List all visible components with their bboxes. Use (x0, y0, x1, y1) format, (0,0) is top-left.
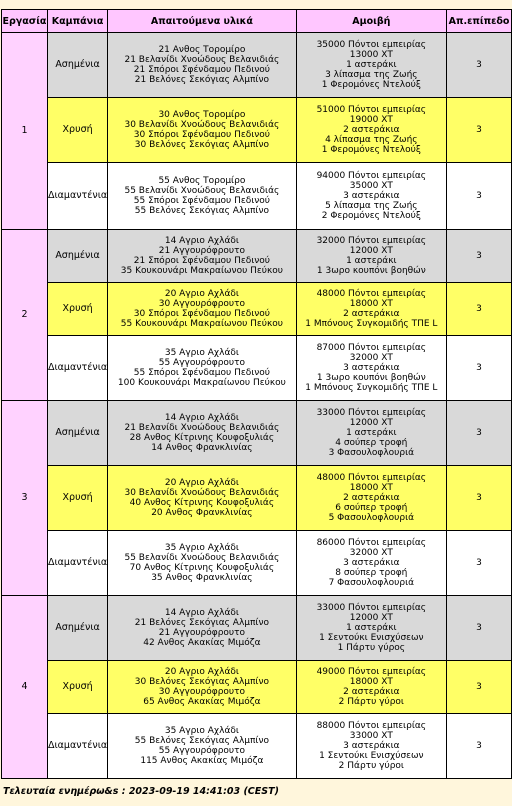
material-line: 65 Ανθος Ακακίας Μιμόζα (143, 697, 261, 707)
materials-cell (108, 531, 295, 595)
material-line: 21 Ανθος Τορομίρο (158, 45, 246, 55)
header-materials: Απαιτούμενα υλικά (108, 10, 295, 32)
task-number: 1 (2, 33, 47, 229)
reward-line: 2 αστεράκια (343, 125, 400, 135)
level-cell: 3 (447, 163, 511, 229)
material-line: 30 Σπόροι Σφένδαμου Πεδινού (133, 130, 270, 140)
materials-cell (108, 98, 295, 162)
campaign-cell: Διαμαντένια (48, 531, 107, 595)
task-number: 4 (2, 596, 47, 778)
reward-line: 32000 ΧΤ (349, 548, 393, 558)
materials-cell (108, 714, 295, 778)
reward-line: 1 Φερομόνες Ντελούξ (321, 145, 421, 155)
reward-line: 2 αστεράκια (343, 309, 400, 319)
materials-cell (108, 163, 295, 229)
material-line: 30 Αγγουρόφρουτο (158, 299, 246, 309)
materials-cell (108, 283, 295, 335)
reward-line: 18000 ΧΤ (349, 677, 393, 687)
material-line: 35 Ανθος Φρανκλινίας (151, 573, 253, 583)
reward-line: 4 σούπερ τροφή (335, 438, 408, 448)
reward-line: 1 Πάρτυ γύρος (337, 643, 406, 653)
material-line: 115 Ανθος Ακακίας Μιμόζα (140, 756, 264, 766)
table-row (2, 336, 511, 400)
task-number: 3 (2, 401, 47, 595)
material-line: 21 Αγγουρόφρουτο (158, 628, 246, 638)
task-number: 2 (2, 230, 47, 400)
level-cell: 3 (447, 336, 511, 400)
table-row (2, 230, 511, 282)
reward-line: 1 3ωρο κουπόνι βοηθών (316, 266, 426, 276)
reward-line: 13000 ΧΤ (349, 50, 393, 60)
reward-line: 87000 Πόντοι εμπειρίας (316, 343, 427, 353)
reward-line: 49000 Πόντοι εμπειρίας (316, 667, 427, 677)
campaign-cell: Διαμαντένια (48, 714, 107, 778)
header-task: Εργασία (2, 10, 47, 32)
reward-line: 1 Σεντούκι Ενισχύσεων (319, 633, 424, 643)
reward-cell (297, 596, 446, 660)
material-line: 35 Αγριο Αχλάδι (164, 726, 239, 736)
material-line: 20 Αγριο Αχλάδι (164, 667, 239, 677)
reward-line: 12000 ΧΤ (349, 613, 393, 623)
reward-line: 3 αστεράκια (343, 741, 400, 751)
reward-line: 8 σούπερ τροφή (335, 568, 408, 578)
reward-line: 6 σούπερ τροφή (335, 503, 408, 513)
reward-line: 2 αστεράκια (343, 687, 400, 697)
table-header-row (2, 10, 511, 32)
reward-cell (297, 163, 446, 229)
reward-line: 1 Φερομόνες Ντελούξ (321, 80, 421, 90)
material-line: 55 Βελόνες Σεκόγιας Αλμπίνο (134, 736, 270, 746)
table-row (2, 401, 511, 465)
reward-cell (297, 714, 446, 778)
reward-cell (297, 98, 446, 162)
reward-line: 12000 ΧΤ (349, 246, 393, 256)
reward-line: 32000 ΧΤ (349, 353, 393, 363)
table-row (2, 163, 511, 229)
reward-line: 94000 Πόντοι εμπειρίας (316, 171, 427, 181)
reward-line: 18000 ΧΤ (349, 299, 393, 309)
material-line: 55 Σπόροι Σφένδαμου Πεδινού (133, 368, 270, 378)
reward-cell (297, 283, 446, 335)
materials-cell (108, 596, 295, 660)
level-cell: 3 (447, 401, 511, 465)
material-line: 21 Βελανίδι Χνοώδους Βελανιδιάς (124, 55, 280, 65)
material-line: 30 Βελανίδι Χνοώδους Βελανιδιάς (124, 120, 280, 130)
reward-line: 1 3ωρο κουπόνι βοηθών (316, 373, 426, 383)
reward-line: 32000 Πόντοι εμπειρίας (316, 236, 427, 246)
material-line: 14 Αγριο Αχλάδι (164, 236, 239, 246)
material-line: 21 Βελόνες Σεκόγιας Αλμπίνο (134, 618, 270, 628)
material-line: 14 Αγριο Αχλάδι (164, 413, 239, 423)
material-line: 21 Σπόροι Σφένδαμου Πεδινού (133, 65, 270, 75)
level-cell: 3 (447, 230, 511, 282)
reward-cell (297, 401, 446, 465)
reward-line: 86000 Πόντοι εμπειρίας (316, 538, 427, 548)
reward-line: 1 αστεράκι (346, 256, 397, 266)
level-cell: 3 (447, 596, 511, 660)
reward-line: 7 Φασουλοφλουριά (328, 578, 415, 588)
reward-line: 1 Μπόνους Συγκομιδής ΤΠΕ L (305, 383, 438, 393)
material-line: 35 Κουκουνάρι Μακραίωνου Πεύκου (120, 266, 283, 276)
materials-cell (108, 230, 295, 282)
reward-line: 51000 Πόντοι εμπειρίας (316, 105, 427, 115)
reward-line: 35000 Πόντοι εμπειρίας (316, 40, 427, 50)
table-row (2, 466, 511, 530)
reward-line: 1 αστεράκι (346, 623, 397, 633)
material-line: 30 Βελόνες Σεκόγιας Αλμπίνο (134, 677, 270, 687)
reward-line: 35000 ΧΤ (349, 181, 393, 191)
table-row (2, 531, 511, 595)
reward-cell (297, 531, 446, 595)
material-line: 35 Αγριο Αχλάδι (164, 543, 239, 553)
reward-line: 48000 Πόντοι εμπειρίας (316, 289, 427, 299)
reward-line: 88000 Πόντοι εμπειρίας (316, 721, 427, 731)
material-line: 30 Βελόνες Σεκόγιας Αλμπίνο (134, 140, 270, 150)
tasks-table (1, 9, 512, 779)
material-line: 20 Αγριο Αχλάδι (164, 478, 239, 488)
reward-line: 1 Μπόνους Συγκομιδής ΤΠΕ L (305, 319, 438, 329)
material-line: 30 Σπόροι Σφένδαμου Πεδινού (133, 309, 270, 319)
materials-cell (108, 336, 295, 400)
table-row (2, 596, 511, 660)
header-level: Απ.επίπεδο (447, 10, 511, 32)
campaign-cell: Χρυσή (48, 98, 107, 162)
reward-line: 5 λίπασμα της Ζωής (325, 201, 418, 211)
table-row (2, 661, 511, 713)
campaign-cell: Ασημένια (48, 33, 107, 97)
reward-line: 5 Φασουλοφλουριά (328, 513, 415, 523)
reward-line: 3 αστεράκια (343, 363, 400, 373)
material-line: 100 Κουκουνάρι Μακραίωνου Πεύκου (117, 378, 286, 388)
reward-line: 1 Σεντούκι Ενισχύσεων (319, 751, 424, 761)
reward-line: 2 Πάρτυ γύροι (338, 697, 404, 707)
level-cell: 3 (447, 531, 511, 595)
material-line: 28 Ανθος Κίτρινης Κουφοξυλιάς (129, 433, 275, 443)
campaign-cell: Διαμαντένια (48, 336, 107, 400)
header-reward: Αμοιβή (297, 10, 446, 32)
material-line: 55 Βελανίδι Χνοώδους Βελανιδιάς (124, 553, 280, 563)
material-line: 42 Ανθος Ακακίας Μιμόζα (143, 638, 261, 648)
reward-cell (297, 33, 446, 97)
campaign-cell: Ασημένια (48, 230, 107, 282)
material-line: 21 Σπόροι Σφένδαμου Πεδινού (133, 256, 270, 266)
header-campaign: Καμπάνια (48, 10, 107, 32)
campaign-cell: Χρυσή (48, 283, 107, 335)
level-cell: 3 (447, 283, 511, 335)
reward-line: 33000 ΧΤ (349, 731, 393, 741)
reward-line: 2 αστεράκια (343, 493, 400, 503)
level-cell: 3 (447, 466, 511, 530)
material-line: 55 Βελόνες Σεκόγιας Αλμπίνο (134, 206, 270, 216)
material-line: 21 Αγγουρόφρουτο (158, 246, 246, 256)
material-line: 55 Κουκουνάρι Μακραίωνου Πεύκου (120, 319, 283, 329)
table-row (2, 98, 511, 162)
reward-line: 3 λίπασμα της Ζωής (325, 70, 418, 80)
campaign-cell: Ασημένια (48, 401, 107, 465)
reward-line: 1 αστεράκι (346, 428, 397, 438)
reward-line: 3 αστεράκια (343, 191, 400, 201)
reward-line: 48000 Πόντοι εμπειρίας (316, 473, 427, 483)
material-line: 14 Ανθος Φρανκλινίας (151, 443, 253, 453)
materials-cell (108, 33, 295, 97)
level-cell: 3 (447, 33, 511, 97)
reward-cell (297, 336, 446, 400)
campaign-cell: Χρυσή (48, 661, 107, 713)
material-line: 55 Αγγουρόφρουτο (158, 358, 246, 368)
material-line: 14 Αγριο Αχλάδι (164, 608, 239, 618)
material-line: 20 Αγριο Αχλάδι (164, 289, 239, 299)
reward-cell (297, 466, 446, 530)
material-line: 21 Βελόνες Σεκόγιας Αλμπίνο (134, 75, 270, 85)
table-row (2, 33, 511, 97)
table-body (2, 33, 511, 778)
material-line: 55 Ανθος Τορομίρο (158, 176, 246, 186)
level-cell: 3 (447, 714, 511, 778)
reward-line: 1 αστεράκι (346, 60, 397, 70)
campaign-cell: Διαμαντένια (48, 163, 107, 229)
material-line: 55 Σπόροι Σφένδαμου Πεδινού (133, 196, 270, 206)
reward-line: 33000 Πόντοι εμπειρίας (316, 408, 427, 418)
material-line: 20 Ανθος Φρανκλινίας (151, 508, 253, 518)
reward-line: 12000 ΧΤ (349, 418, 393, 428)
campaign-cell: Ασημένια (48, 596, 107, 660)
material-line: 21 Βελανίδι Χνοώδους Βελανιδιάς (124, 423, 280, 433)
reward-line: 3 Φασουλοφλουριά (328, 448, 415, 458)
reward-line: 2 Πάρτυ γύροι (338, 761, 404, 771)
table-row (2, 283, 511, 335)
material-line: 40 Ανθος Κίτρινης Κουφοξυλιάς (129, 498, 275, 508)
material-line: 55 Βελανίδι Χνοώδους Βελανιδιάς (124, 186, 280, 196)
reward-line: 19000 ΧΤ (349, 115, 393, 125)
reward-line: 3 αστεράκια (343, 558, 400, 568)
reward-line: 2 Φερομόνες Ντελούξ (321, 211, 421, 221)
materials-cell (108, 466, 295, 530)
reward-line: 18000 ΧΤ (349, 483, 393, 493)
reward-line: 33000 Πόντοι εμπειρίας (316, 603, 427, 613)
reward-line: 4 λίπασμα της Ζωής (325, 135, 418, 145)
level-cell: 3 (447, 661, 511, 713)
campaign-cell: Χρυσή (48, 466, 107, 530)
last-updated-footer: Τελευταία ενημέρω&s : 2023-09-19 14:41:03 (CEST) (3, 786, 279, 797)
table-row (2, 714, 511, 778)
reward-cell (297, 230, 446, 282)
reward-cell (297, 661, 446, 713)
material-line: 30 Αγγουρόφρουτο (158, 687, 246, 697)
level-cell: 3 (447, 98, 511, 162)
material-line: 35 Αγριο Αχλάδι (164, 348, 239, 358)
material-line: 55 Αγγουρόφρουτο (158, 746, 246, 756)
material-line: 30 Ανθος Τορομίρο (158, 110, 246, 120)
material-line: 70 Ανθος Κίτρινης Κουφοξυλιάς (129, 563, 275, 573)
materials-cell (108, 661, 295, 713)
material-line: 30 Βελανίδι Χνοώδους Βελανιδιάς (124, 488, 280, 498)
materials-cell (108, 401, 295, 465)
